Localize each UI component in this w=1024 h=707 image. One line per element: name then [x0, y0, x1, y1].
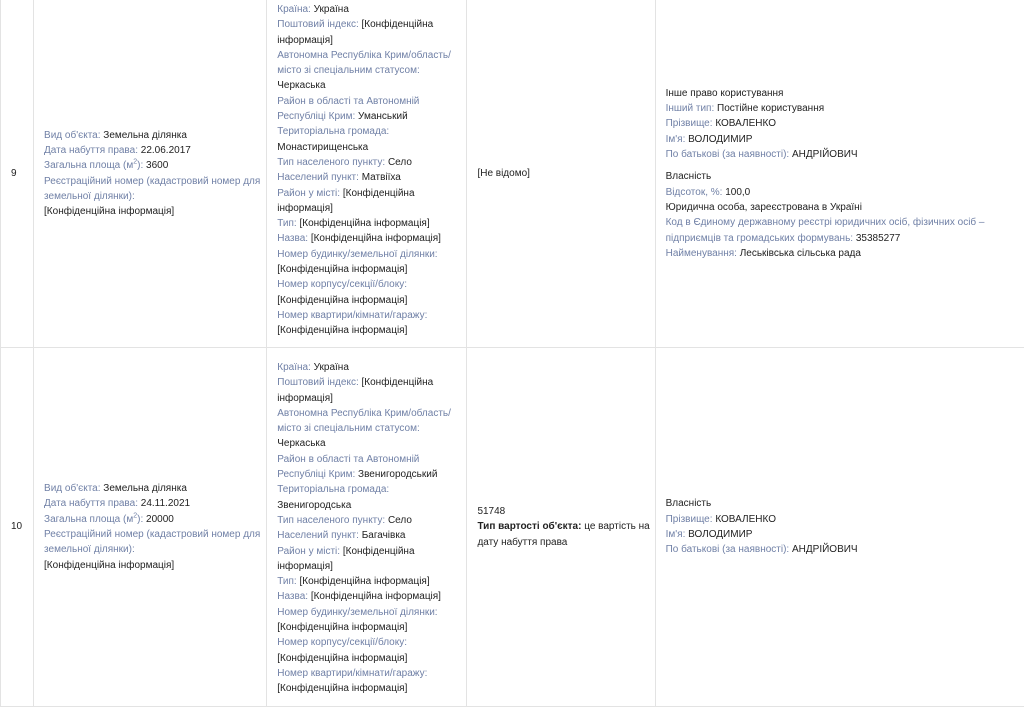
- registration-number-value: [Конфіденційна інформація]: [44, 558, 266, 573]
- address-city-district: Район у місті: [Конфіденційна інформація]: [277, 544, 462, 575]
- address-country: Країна: Україна: [277, 360, 462, 375]
- object-cell: [34, 348, 267, 707]
- address-cell: [267, 0, 467, 348]
- row-number: 10: [1, 348, 34, 707]
- address-community: Територіальна громада: Монастирищенська: [277, 124, 462, 155]
- object-value: [Не відомо]: [477, 166, 654, 181]
- address-community: Територіальна громада: Звенигородська: [277, 482, 462, 513]
- object-cell: [34, 0, 267, 348]
- address-district: Район в області та Автономній Республіці Крим: Звенигородський: [277, 452, 462, 483]
- address-country: Країна: Україна: [277, 2, 462, 17]
- address-district: Район в області та Автономній Республіці Крим: Уманський: [277, 94, 462, 125]
- address-street-name: Назва: [Конфіденційна інформація]: [277, 589, 462, 604]
- acquisition-date: Дата набуття права: 22.06.2017: [44, 143, 266, 158]
- object-value: 51748: [477, 504, 654, 519]
- address-building-number: Номер будинку/земельної ділянки: [Конфіденційна інформація]: [277, 605, 462, 636]
- address-city-district: Район у місті: [Конфіденційна інформація]: [277, 186, 462, 217]
- owner-patronymic: По батькові (за наявності): АНДРІЙОВИЧ: [666, 542, 1018, 557]
- address-block-number: Номер корпусу/секції/блоку: [Конфіденційна інформація]: [277, 635, 462, 666]
- rights-cell: [655, 0, 1024, 348]
- table-row: [1, 0, 1024, 348]
- ownership-share: Відсоток, %: 100,0: [666, 185, 1018, 200]
- acquisition-date: Дата набуття права: 24.11.2021: [44, 496, 266, 511]
- owner-surname: Прізвище: КОВАЛЕНКО: [666, 512, 1018, 527]
- address-apartment-number: Номер квартири/кімнати/гаражу: [Конфіденційна інформація]: [277, 308, 462, 339]
- address-region: Автономна Республіка Крим/область/місто зі спеціальним статусом: Черкаська: [277, 406, 462, 452]
- address-postal-code: Поштовий індекс: [Конфіденційна інформація]: [277, 375, 462, 406]
- registration-number-value: [Конфіденційна інформація]: [44, 204, 266, 219]
- row-number: 9: [1, 0, 34, 348]
- other-right-type: Інший тип: Постійне користування: [666, 101, 1018, 116]
- value-cell: [467, 0, 655, 348]
- address-building-number: Номер будинку/земельної ділянки: [Конфіденційна інформація]: [277, 247, 462, 278]
- owner-name: Ім'я: ВОЛОДИМИР: [666, 527, 1018, 542]
- table-row: [1, 348, 1024, 707]
- rights-cell: [655, 348, 1024, 707]
- address-settlement-type: Тип населеного пункту: Село: [277, 513, 462, 528]
- owner-surname: Прізвище: КОВАЛЕНКО: [666, 116, 1018, 131]
- total-area: Загальна площа $(м^2)$: 20000: [44, 512, 266, 527]
- address-street-type: Тип: [Конфіденційна інформація]: [277, 216, 462, 231]
- address-postal-code: Поштовий індекс: [Конфіденційна інформація]: [277, 17, 462, 48]
- ownership-type: Власність: [666, 169, 1018, 184]
- right-type: Інше право користування: [666, 86, 1018, 101]
- registration-number-label: Реєстраційний номер (кадастровий номер для земельної ділянки):: [44, 527, 266, 558]
- address-settlement-type: Тип населеного пункту: Село: [277, 155, 462, 170]
- address-settlement: Населений пункт: Матвіїха: [277, 170, 462, 185]
- address-block-number: Номер корпусу/секції/блоку: [Конфіденційна інформація]: [277, 277, 462, 308]
- owner-patronymic: По батькові (за наявності): АНДРІЙОВИЧ: [666, 147, 1018, 162]
- address-settlement: Населений пункт: Багачівка: [277, 528, 462, 543]
- ownership-type: Власність: [666, 496, 1018, 511]
- object-type: Вид об'єкта: Земельна ділянка: [44, 128, 266, 143]
- value-cell: [467, 348, 655, 707]
- entity-name: Найменування: Леськівська сільська рада: [666, 246, 1018, 261]
- address-region: Автономна Республіка Крим/область/місто зі спеціальним статусом: Черкаська: [277, 48, 462, 94]
- address-apartment-number: Номер квартири/кімнати/гаражу: [Конфіденційна інформація]: [277, 666, 462, 697]
- entity-code: Код в Єдиному державному реєстрі юридичних осіб, фізичних осіб – підприємців та громадських формувань: 35385277: [666, 215, 1018, 246]
- total-area: Загальна площа $(м^2)$: 3600: [44, 158, 266, 173]
- object-type: Вид об'єкта: Земельна ділянка: [44, 481, 266, 496]
- entity-type: Юридична особа, зареєстрована в Україні: [666, 200, 1018, 215]
- registration-number-label: Реєстраційний номер (кадастровий номер для земельної ділянки):: [44, 174, 266, 205]
- value-type: Тип вартості об'єкта: це вартість на дату набуття права: [477, 519, 654, 550]
- owner-name: Ім'я: ВОЛОДИМИР: [666, 132, 1018, 147]
- address-cell: [267, 348, 467, 707]
- address-street-type: Тип: [Конфіденційна інформація]: [277, 574, 462, 589]
- address-street-name: Назва: [Конфіденційна інформація]: [277, 231, 462, 246]
